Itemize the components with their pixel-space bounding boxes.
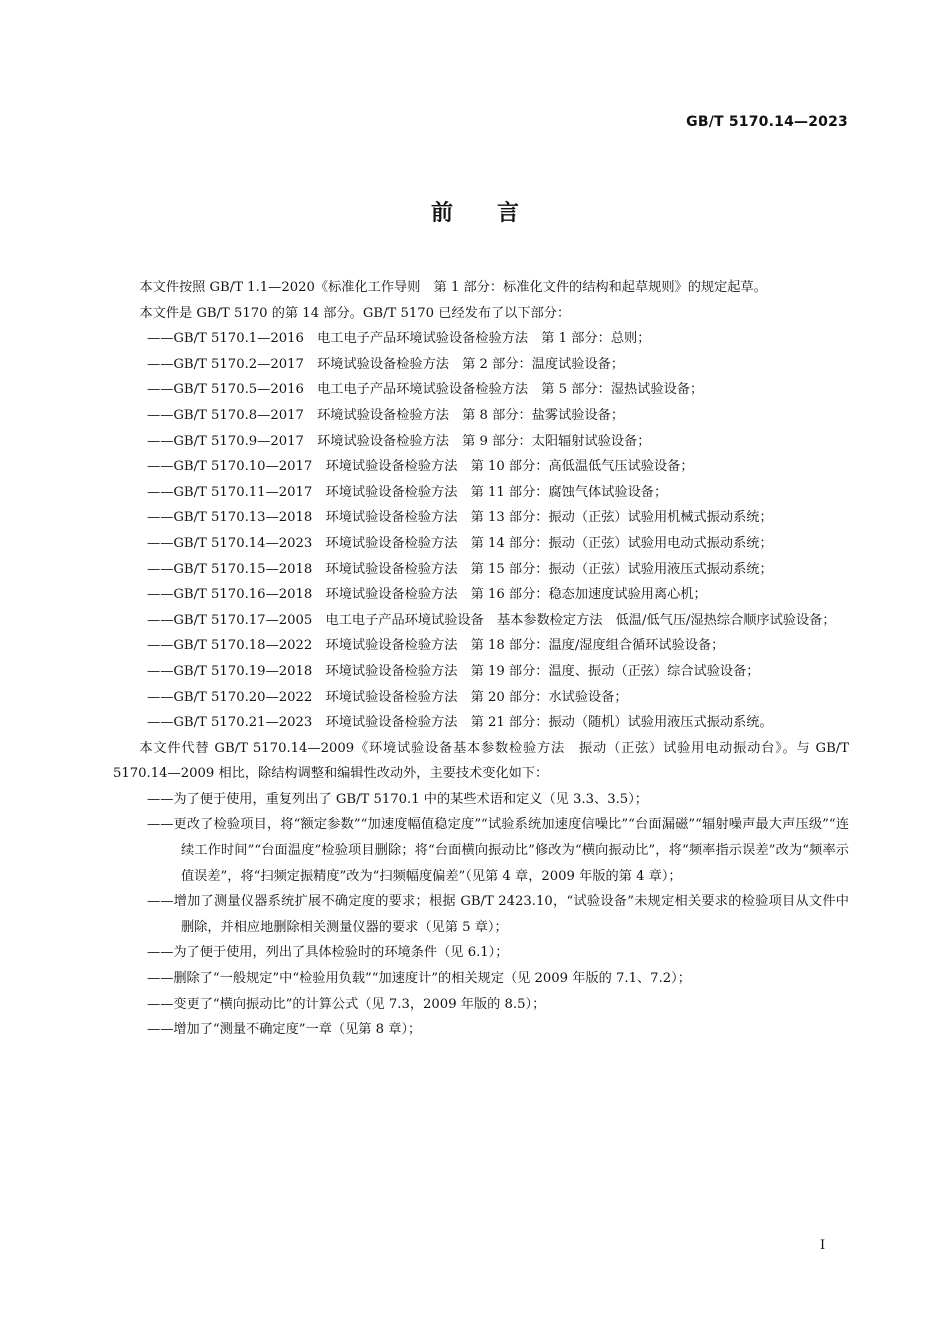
- list-item: ——更改了检验项目，将“额定参数”“加速度幅值稳定度”“试验系统加速度信噪比”“台面漏磁”“辐射噪声最大声压级”“连续工作时间”“台面温度”检验项目删除；将“台面横向振动比”修改为“横向振动比”，将“频率指示误差”改为“频率示值误差”，将“扫频定振精度”改为“扫频幅度偏差”（见第 4 章，2009 年版的第 4 章）；: [147, 817, 849, 884]
- list-item: ——GB/T 5170.20—2022 环境试验设备检验方法 第 20 部分：水试验设备；: [147, 689, 628, 705]
- document-body: [113, 275, 849, 1043]
- list-item: ——GB/T 5170.19—2018 环境试验设备检验方法 第 19 部分：温度、振动（正弦）综合试验设备；: [147, 663, 760, 679]
- list-item: ——GB/T 5170.10—2017 环境试验设备检验方法 第 10 部分：高低温低气压试验设备；: [147, 459, 694, 475]
- list-item: ——GB/T 5170.17—2005 电工电子产品环境试验设备 基本参数检定方法 低温/低气压/湿热综合顺序试验设备；: [147, 612, 836, 628]
- list-item: ——GB/T 5170.21—2023 环境试验设备检验方法 第 21 部分：振动（随机）试验用液压式振动系统。: [147, 715, 773, 731]
- page-number: I: [820, 1238, 826, 1253]
- list-item: ——GB/T 5170.13—2018 环境试验设备检验方法 第 13 部分：振动（正弦）试验用机械式振动系统；: [147, 510, 773, 526]
- list-item: ——增加了“测量不确定度”一章（见第 8 章）；: [147, 1022, 422, 1038]
- list-item: ——为了便于使用，重复列出了 GB/T 5170.1 中的某些术语和定义（见 3.3、3.5）；: [147, 791, 648, 807]
- list-item: ——GB/T 5170.1—2016 电工电子产品环境试验设备检验方法 第 1 部分：总则；: [147, 331, 651, 347]
- list-item: ——GB/T 5170.18—2022 环境试验设备检验方法 第 18 部分：温度/湿度组合循环试验设备；: [147, 638, 725, 654]
- list-item: ——GB/T 5170.14—2023 环境试验设备检验方法 第 14 部分：振动（正弦）试验用电动式振动系统；: [147, 535, 773, 551]
- list-item: ——GB/T 5170.5—2016 电工电子产品环境试验设备检验方法 第 5 部分：湿热试验设备；: [147, 382, 704, 398]
- replaces-paragraph: 本文件代替 GB/T 5170.14—2009《环境试验设备基本参数检验方法 振动（正弦）试验用电动振动台》。与 GB/T 5170.14—2009 相比，除结构调整和编辑性改动外，主要技术变化如下：: [113, 740, 849, 782]
- changes-list: [113, 787, 849, 1043]
- list-item: ——删除了“一般规定”中“检验用负载”“加速度计”的相关规定（见 2009 年版的 7.1、7.2）；: [147, 971, 691, 987]
- list-item: ——GB/T 5170.16—2018 环境试验设备检验方法 第 16 部分：稳态加速度试验用离心机；: [147, 587, 707, 603]
- list-item: ——变更了“横向振动比”的计算公式（见 7.3，2009 年版的 8.5）；: [147, 996, 546, 1012]
- list-item: ——增加了测量仪器系统扩展不确定度的要求；根据 GB/T 2423.10，“试验设备”未规定相关要求的检验项目从文件中删除，并相应地删除相关测量仪器的要求（见第 5 章）；: [147, 894, 849, 935]
- list-item: ——GB/T 5170.8—2017 环境试验设备检验方法 第 8 部分：盐雾试验设备；: [147, 407, 625, 423]
- parts-list: [113, 326, 849, 736]
- standard-code: GB/T 5170.14—2023: [686, 114, 848, 130]
- list-item: ——GB/T 5170.9—2017 环境试验设备检验方法 第 9 部分：太阳辐射试验设备；: [147, 433, 651, 449]
- intro-paragraph: 本文件是 GB/T 5170 的第 14 部分。GB/T 5170 已经发布了以下部分：: [139, 305, 571, 321]
- list-item: ——GB/T 5170.2—2017 环境试验设备检验方法 第 2 部分：温度试验设备；: [147, 356, 625, 372]
- page-title: 前言: [430, 201, 563, 226]
- intro-paragraph: 本文件按照 GB/T 1.1—2020《标准化工作导则 第 1 部分：标准化文件的结构和起草规则》的规定起草。: [139, 280, 767, 295]
- list-item: ——GB/T 5170.15—2018 环境试验设备检验方法 第 15 部分：振动（正弦）试验用液压式振动系统；: [147, 561, 773, 577]
- list-item: ——为了便于使用，列出了具体检验时的环境条件（见 6.1）；: [147, 945, 509, 961]
- list-item: ——GB/T 5170.11—2017 环境试验设备检验方法 第 11 部分：腐蚀气体试验设备；: [147, 484, 668, 500]
